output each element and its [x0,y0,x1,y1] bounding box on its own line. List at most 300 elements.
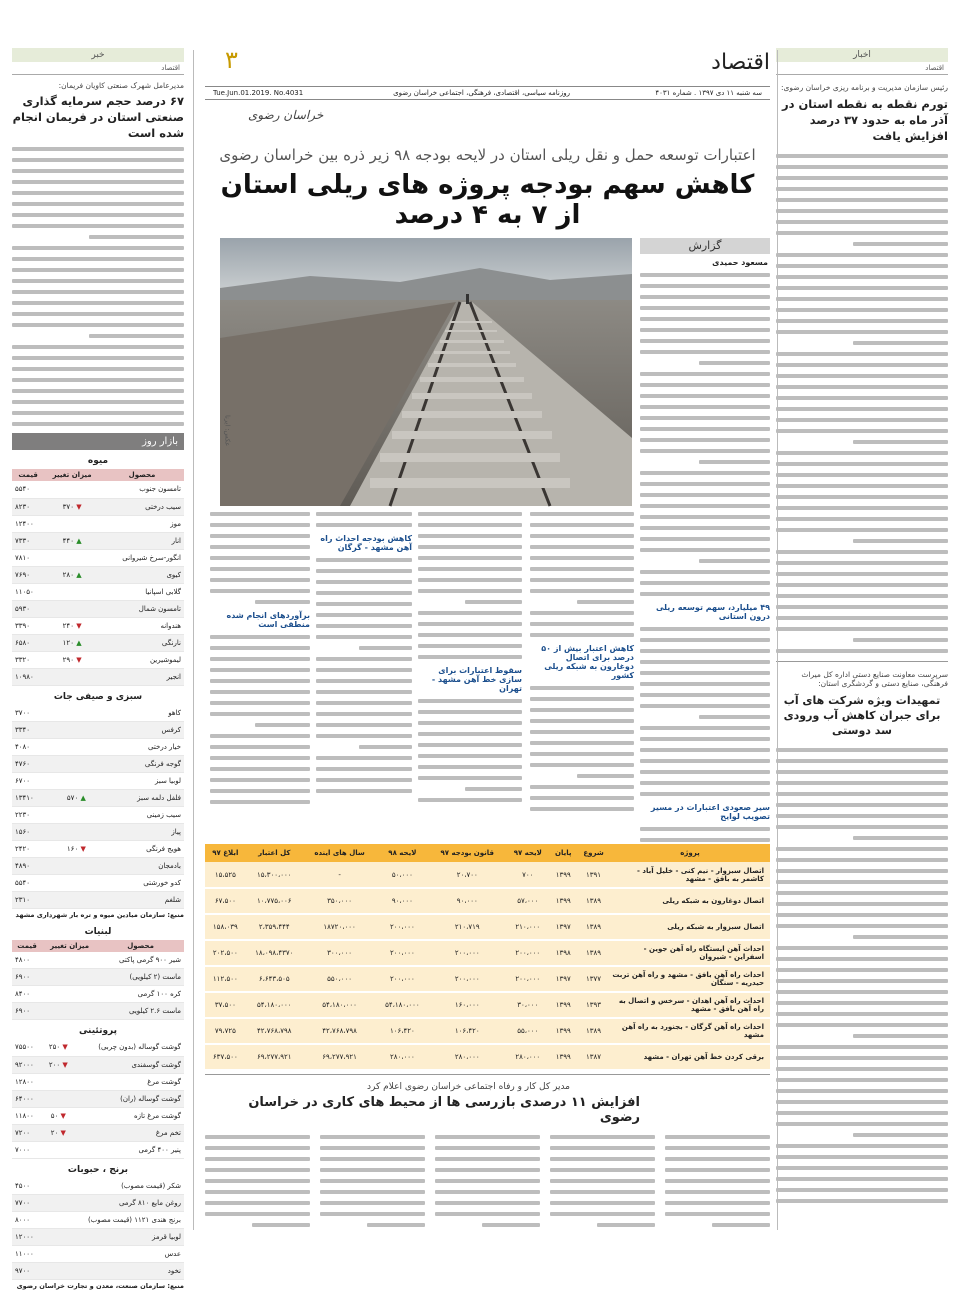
text-line [465,600,522,604]
projects-row [205,914,770,940]
market-row [12,668,184,685]
project-cell: ۹۰،۰۰۰ [428,888,506,914]
subhead-4: برآوردهای انجام شده منطقی است [226,611,310,629]
text-line [640,748,770,752]
text-line [776,429,948,433]
text-line [435,1190,540,1194]
text-line [418,721,522,725]
text-line [210,512,310,516]
projects-row [205,992,770,1018]
col-price: قیمت [12,469,44,481]
text-line [665,1168,770,1172]
market-product: برنج هندی ۱۱۲۱ (قیمت مصوب) [53,1212,184,1229]
market-product: شیر ۹۰۰ گرمی پاکتی [97,952,184,969]
date-fa: سه شنبه ۱۱ دی ۱۳۹۷ . شماره ۴۰۳۱ [655,89,762,97]
market-price: ۹۲۰۰۰ [12,1056,43,1073]
text-line [530,697,634,701]
dairy-table [12,940,184,1021]
market-change [44,566,100,583]
text-line [776,374,948,378]
text-line [435,1168,540,1172]
text-line [776,407,948,411]
project-cell: ۱۳۹۹ [549,1018,577,1044]
market-change [45,1195,53,1212]
text-line [776,924,948,928]
market-change [43,1056,74,1073]
projects-col-header: ابلاغ ۹۷ [205,844,246,862]
market-change [55,875,98,892]
text-line [776,990,948,994]
project-cell: ۱۳۹۷ [549,966,577,992]
text-line [640,570,770,574]
text-line [530,785,634,789]
left-news-body [12,147,184,426]
arrow-up-icon: ▲ [76,570,82,579]
market-price: ۴۸۹۰ [12,858,55,875]
market-price: ۲۴۲۰ [12,841,55,858]
text-line [12,180,184,184]
project-name: اتصال دوغارون به شبکه ریلی [610,888,770,914]
projects-row [205,862,770,888]
text-line [776,913,948,917]
text-line [12,378,184,382]
text-line [853,440,948,444]
market-row [12,1195,184,1212]
text-line [12,147,184,151]
text-line [640,482,770,486]
text-line [776,330,948,334]
text-line [640,350,770,354]
market-price: ۲۲۳۰ [12,807,55,824]
project-cell: ۶،۶۴۳،۵۰۵ [246,966,303,992]
market-change [45,1212,53,1229]
text-line [316,778,412,782]
text-line [530,708,634,712]
text-line [210,556,310,560]
text-line [12,301,184,305]
text-line [853,1034,948,1038]
project-cell: ۲۰۰،۰۰۰ [428,966,506,992]
text-line [776,473,948,477]
project-cell: ۱۵،۳۰۰،۰۰۰ [246,862,303,888]
arrow-up-icon: ▲ [80,794,86,802]
text-line [316,512,412,516]
text-line [418,567,522,571]
text-line [316,635,412,639]
text-line [210,745,310,749]
text-line [776,561,948,565]
text-line [530,611,634,615]
text-line [12,356,184,360]
text-line [316,789,412,793]
text-line [210,545,310,549]
text-line [316,657,412,661]
market-row [12,824,184,841]
project-cell: ۱۳۷۷ [577,966,610,992]
text-line [640,471,770,475]
market-product: تامسون جنوب [100,481,184,498]
market-price: ۶۴۰۰۰ [12,1090,43,1107]
projects-row [205,966,770,992]
text-line [640,781,770,785]
projects-col-header: سال های اینده [303,844,376,862]
text-line [12,422,184,426]
text-line [776,770,948,774]
text-line [640,537,770,541]
market-change [45,1178,53,1195]
text-line [776,649,948,653]
article-column-5 [210,512,310,811]
market-change [44,668,100,685]
text-line [316,624,412,628]
text-line [853,242,948,246]
text-line [435,1201,540,1205]
report-column [640,238,770,937]
projects-col-header: قانون بودجه ۹۷ [428,844,506,862]
market-product: کره ۱۰۰ گرمی [97,986,184,1003]
market-row [12,790,184,807]
text-line [465,787,522,791]
text-line [316,701,412,705]
left-news-kicker: مدیرعامل شهرک صنعتی کاویان فریمان: [58,81,184,90]
text-line [665,1179,770,1183]
text-line [320,1157,425,1161]
text-line [640,759,770,763]
text-line [530,719,634,723]
market-change [45,1263,53,1280]
project-cell: ۱۳۸۹ [577,888,610,914]
text-line [435,1157,540,1161]
text-line [210,635,310,639]
text-line [316,602,412,606]
project-cell: ۳۷،۵۰۰ [205,992,246,1018]
subhead-6: کاهش اعتبار بیش از ۵۰ درصد برای اتصال دوغارون به شبکه ریلی کشور [541,644,634,680]
text-line [12,213,184,217]
project-cell: ۱۰۶،۴۲۰ [376,1018,428,1044]
market-price: ۶۹۰۰ [12,969,42,986]
project-cell: ۲۰۰،۰۰۰ [506,966,549,992]
market-price: ۶۵۸۰ [12,634,44,651]
text-line [640,405,770,409]
market-price: ۱۲۴۰۰ [12,515,44,532]
market-price: ۴۸۰۰ [12,952,42,969]
text-line [320,1179,425,1183]
project-cell: ۳۰،۰۰۰ [506,992,549,1018]
change-value: ۲۹۰ [62,655,77,664]
text-line [550,1135,655,1139]
market-change [43,1107,74,1124]
project-cell: ۵۵۰،۰۰۰ [303,966,376,992]
text-line [640,660,770,664]
arrow-up-icon: ▲ [76,536,82,545]
text-line [776,165,948,169]
left-news-title: ۶۷ درصد حجم سرمایه گذاری صنعتی استان در فریمان انجام شده است [12,94,184,140]
col-product: محصول [97,940,184,952]
text-line [12,224,184,228]
text-line [640,317,770,321]
grains-table [12,1178,184,1281]
text-line [530,545,634,549]
text-line [776,616,948,620]
col-price: قیمت [12,940,42,952]
text-line [530,578,634,582]
text-line [316,569,412,573]
text-line [665,1201,770,1205]
text-line [12,312,184,316]
market-price: ۴۵۰۰ [12,1178,45,1195]
project-name: برقی کردن خط آهن تهران - مشهد [610,1044,770,1070]
dairy-title: لبنیات [84,926,112,937]
market-product: انجیر [100,668,184,685]
market-change [42,986,97,1003]
text-line [776,803,948,807]
project-cell: ۱۰،۷۷۵،۰۰۶ [246,888,303,914]
project-name: احداث آهن ایستگاه راه آهن جوین - اسفراین - شیروان [610,940,770,966]
col-change: میزان تغییر [42,940,97,952]
text-line [205,1146,310,1150]
market-change [55,807,98,824]
text-line [776,352,948,356]
text-line [435,1135,540,1139]
market-product: عدس [53,1246,184,1263]
market-change [44,481,100,498]
market-price: ۱۳۴۱۰ [12,790,55,807]
market-change [43,1141,74,1158]
market-product: ماست (۲ کیلویی) [97,969,184,986]
project-name: اتصال سبزوار به شبکه ریلی [610,914,770,940]
market-change [44,532,100,549]
arrow-up-icon: ▲ [76,638,82,647]
market-product: گوشت گوسفندی [74,1056,184,1073]
market-product: ماست ۲.۶ کیلویی [97,1003,184,1020]
project-cell: ۱۳۹۹ [549,1044,577,1070]
text-line [530,556,634,560]
market-price: ۱۲۸۰۰ [12,1073,43,1090]
projects-col-header: لایحه ۹۷ [506,844,549,862]
projects-row [205,940,770,966]
text-line [640,649,770,653]
projects-row [205,1044,770,1070]
text-line [418,545,522,549]
project-cell: ۲۰۰،۰۰۰ [376,914,428,940]
projects-col-header: پروژه [610,844,770,862]
market-product: شکر (قیمت مصوب) [53,1178,184,1195]
text-line [776,308,948,312]
text-line [550,1157,655,1161]
text-line [418,655,522,659]
text-line [89,235,184,239]
text-line [776,209,948,213]
text-line [418,512,522,516]
bottom-news-kicker: مدیر کل کار و رفاه اجتماعی خراسان رضوی اعلام کرد [367,1082,570,1092]
text-line [316,558,412,562]
text-line [530,763,634,767]
text-line [550,1146,655,1150]
market-row [12,892,184,909]
market-change [45,1246,53,1263]
text-line [853,539,948,543]
text-line [776,957,948,961]
article-column-4 [316,512,412,800]
market-change [44,583,100,600]
change-value: ۱۶۰ [66,845,81,853]
text-line [210,657,310,661]
project-cell: ۲۰۲،۵۰۰ [205,940,246,966]
project-cell: ۶۹،۲۷۷،۹۲۱ [246,1044,303,1070]
text-line [640,838,770,842]
date-en: Tue.Jun.01.2019. No.4031 [213,89,304,97]
text-line [776,187,948,191]
text-line [776,506,948,510]
text-line [255,600,310,604]
project-cell: ۵۵،۰۰۰ [506,1018,549,1044]
text-line [12,290,184,294]
projects-col-header: شروع [577,844,610,862]
market-change [43,1039,74,1056]
text-line [210,668,310,672]
market-row [12,566,184,583]
text-line [210,690,310,694]
change-value: ۲۵۰ [48,1043,63,1052]
text-line [530,686,634,690]
project-cell: ۶۷،۵۰۰ [205,888,246,914]
text-line [255,723,310,727]
text-line [418,710,522,714]
text-line [210,701,310,705]
news1-kicker: رئیس سازمان مدیریت و برنامه ریزی خراسان رضوی: [780,83,948,92]
text-line [418,743,522,747]
market-change [42,952,97,969]
bottom-divider [205,1074,770,1075]
text-line [367,1223,425,1227]
text-line [359,646,412,650]
text-line [640,693,770,697]
paper-info: روزنامه سیاسی، اقتصادی، فرهنگی، اجتماعی خراسان رضوی [393,89,570,97]
text-line [252,1223,310,1227]
market-product: گلابی اسپانیا [100,583,184,600]
market-change [44,651,100,668]
arrow-down-icon: ▼ [60,1128,66,1137]
market-price: ۳۷۰۰ [12,705,55,722]
subhead-1: ۴۹ میلیارد، سهم توسعه ریلی درون استانی [655,603,770,621]
text-line [776,297,948,301]
change-value: ۲۴۰ [62,621,77,630]
change-value: ۵۷۰ [66,794,81,802]
text-line [776,1067,948,1071]
text-line [210,679,310,683]
text-line [776,286,948,290]
text-line [776,319,948,323]
text-line [316,523,412,527]
text-line [699,715,771,719]
separator-right [777,50,778,1230]
text-line [853,935,948,939]
arrow-down-icon: ▼ [76,502,82,511]
market-change [45,1229,53,1246]
text-line [640,770,770,774]
project-cell: ۴۲،۷۶۸،۷۹۸ [303,1018,376,1044]
market-product: پیاز [98,824,184,841]
project-cell: ۱۳۹۳ [577,992,610,1018]
market-change [55,824,98,841]
article-column-3 [418,512,522,809]
change-value: ۱۲۰ [62,638,77,647]
projects-col-header: لایحه ۹۸ [376,844,428,862]
market-price: ۱۱۰۰۰ [12,1246,45,1263]
market-product: لیموشیرین [100,651,184,668]
photo-credit: عکس: ایرنا [223,414,232,446]
project-cell: ۱۳۹۹ [549,862,577,888]
market-price: ۲۳۱۰ [12,892,55,909]
text-line [640,328,770,332]
market-change [55,892,98,909]
market-row [12,515,184,532]
text-line [205,1135,310,1139]
text-line [435,1212,540,1216]
market-change [44,600,100,617]
text-line [776,1089,948,1093]
text-line [640,638,770,642]
text-line [12,158,184,162]
text-line [776,1144,948,1148]
text-line [853,836,948,840]
veg-title: سبزی و صیفی جات [53,691,143,702]
news2-kicker: سرپرست معاونت صنایع دستی اداره کل میراث فرهنگی، صنایع دستی و گردشگری استان: [801,670,948,688]
right-sidebar [776,48,948,1228]
market-price: ۶۹۰۰ [12,1003,42,1020]
grains-source: منبع: سازمان صنعت، معدن و تجارت خراسان رضوی [16,1282,184,1290]
text-line [776,946,948,950]
project-cell: ۱۰۶،۴۲۰ [428,1018,506,1044]
text-line [776,385,948,389]
text-line [776,748,948,752]
text-line [418,765,522,769]
text-line [640,671,770,675]
text-line [210,712,310,716]
project-cell: ۱۸۷۲۰،۰۰۰ [303,914,376,940]
market-row [12,481,184,498]
text-line [640,339,770,343]
col-product: محصول [100,469,184,481]
text-line [418,622,522,626]
market-row [12,841,184,858]
fruits-title: میوه [87,456,109,466]
text-line [665,1135,770,1139]
arrow-down-icon: ▼ [60,1111,66,1120]
text-line [12,246,184,250]
text-line [205,1212,310,1216]
text-line [699,460,771,464]
market-row [12,1090,184,1107]
text-line [776,1166,948,1170]
text-line [205,1157,310,1161]
projects-col-header: کل اعتبار [246,844,303,862]
author: مسعود حمیدی [712,258,768,267]
market-row [12,722,184,739]
project-cell: - [303,862,376,888]
market-price: ۷۳۳۰ [12,532,44,549]
text-line [320,1135,425,1139]
text-line [12,323,184,327]
market-change [55,773,98,790]
text-line [418,633,522,637]
market-row [12,952,184,969]
text-line [776,1012,948,1016]
text-line [210,534,310,538]
market-product: کرفس [98,722,184,739]
text-line [210,789,310,793]
text-line [12,257,184,261]
